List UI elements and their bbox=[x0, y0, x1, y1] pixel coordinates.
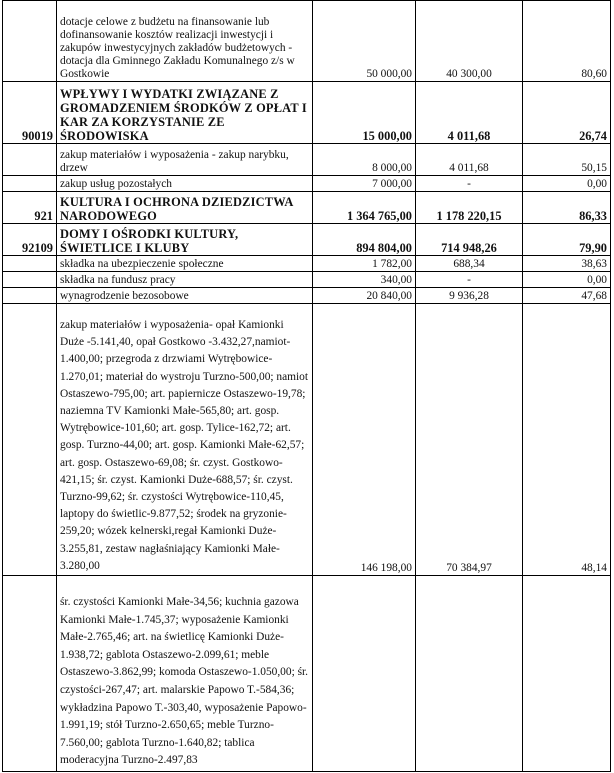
row-code bbox=[3, 272, 57, 288]
row-code: 921 bbox=[3, 192, 57, 224]
row-execution: 4 011,68 bbox=[416, 144, 523, 176]
row-description: WPŁYWY I WYDATKI ZWIĄZANE Z GROMADZENIEM ŚRODKÓW Z OPŁAT I KAR ZA KORZYSTANIE ZE ŚRODOWISKA bbox=[57, 82, 313, 144]
table-row bbox=[3, 82, 611, 144]
row-execution: 714 948,26 bbox=[416, 224, 523, 256]
table-row bbox=[3, 272, 611, 288]
row-execution: 1 178 220,15 bbox=[416, 192, 523, 224]
row-code bbox=[3, 1, 57, 82]
row-plan: 7 000,00 bbox=[313, 176, 416, 192]
row-percent: 50,15 bbox=[523, 144, 611, 176]
row-plan: 8 000,00 bbox=[313, 144, 416, 176]
row-percent: 48,14 bbox=[523, 304, 611, 576]
table-row bbox=[3, 224, 611, 256]
row-plan: 50 000,00 bbox=[313, 1, 416, 82]
row-execution: 4 011,68 bbox=[416, 82, 523, 144]
row-description: KULTURA I OCHRONA DZIEDZICTWA NARODOWEGO bbox=[57, 192, 313, 224]
row-description: DOMY I OŚRODKI KULTURY, ŚWIETLICE I KLUBY bbox=[57, 224, 313, 256]
row-code bbox=[3, 288, 57, 304]
row-description: śr. czystości Kamionki Małe-34,56; kuchnia gazowa Kamionki Małe-1.745,37; wyposażenie Kamionki Małe-2.765,46; art. na świetlicę Kamionki Duże-1.938,72; gablota Ostaszewo-2.099,61; meble Ostaszewo-3.862,99; komoda Ostaszewo-1.050,00; śr. czystości-267,47; art. malarskie Papowo T.-584,36; wykładzina Papowo T.-303,40, wyposażenie Papowo-1.991,19; stół Turzno-2.650,65; meble Turzno-7.560,00; gablota Turzno-1.640,82; tablica moderacyjna Turzno-2.497,83 bbox=[57, 576, 313, 772]
row-percent: 80,60 bbox=[523, 1, 611, 82]
row-percent: 0,00 bbox=[523, 176, 611, 192]
row-execution: 70 384,97 bbox=[416, 304, 523, 576]
row-percent bbox=[523, 576, 611, 772]
row-plan: 146 198,00 bbox=[313, 304, 416, 576]
row-percent: 26,74 bbox=[523, 82, 611, 144]
row-execution: - bbox=[416, 176, 523, 192]
row-code bbox=[3, 576, 57, 772]
row-description: zakup materiałów i wyposażenia - zakup narybku, drzew bbox=[57, 144, 313, 176]
row-plan: 1 364 765,00 bbox=[313, 192, 416, 224]
row-plan: 1 782,00 bbox=[313, 256, 416, 272]
row-percent: 79,90 bbox=[523, 224, 611, 256]
row-description: składka na fundusz pracy bbox=[57, 272, 313, 288]
row-plan: 15 000,00 bbox=[313, 82, 416, 144]
row-execution: - bbox=[416, 272, 523, 288]
budget-table bbox=[2, 0, 611, 772]
budget-document bbox=[2, 0, 610, 772]
row-description: zakup usług pozostałych bbox=[57, 176, 313, 192]
row-plan: 894 804,00 bbox=[313, 224, 416, 256]
row-percent: 0,00 bbox=[523, 272, 611, 288]
table-row bbox=[3, 192, 611, 224]
row-description: wynagrodzenie bezosobowe bbox=[57, 288, 313, 304]
table-row bbox=[3, 256, 611, 272]
table-row bbox=[3, 288, 611, 304]
row-code: 92109 bbox=[3, 224, 57, 256]
row-code bbox=[3, 144, 57, 176]
table-row bbox=[3, 176, 611, 192]
table-row bbox=[3, 1, 611, 82]
row-code: 90019 bbox=[3, 82, 57, 144]
row-description: zakup materiałów i wyposażenia- opał Kamionki Duże -5.141,40, opał Gostkowo -3.432,27,namiot-1.400,00; przegroda z drzwiami Wytrębowice-1.270,01; materiał do wystroju Turzno-500,00; namiot Ostaszewo-795,00; art. papiernicze Ostaszewo-19,78; naziemna TV Kamionki Małe-565,80; art. gosp. Wytrębowice-101,60; art. gosp. Tylice-162,72; art. gosp. Turzno-44,00; art. gosp. Kamionki Małe-62,57; art. gosp. Ostaszewo-69,08; śr. czyst. Gostkowo-421,15; śr. czyst. Kamionki Duże-688,57; śr. czyst. Turzno-99,62; śr. czystości Wytrębowice-110,45, laptopy do świetlic-9.877,52; środek na gryzonie-259,20; wózek kelnerski,regał Kamionki Duże-3.255,81, zestaw nagłaśniający Kamionki Małe-3.280,00 bbox=[57, 304, 313, 576]
table-row bbox=[3, 304, 611, 576]
row-description: składka na ubezpieczenie społeczne bbox=[57, 256, 313, 272]
row-description: dotacje celowe z budżetu na finansowanie lub dofinansowanie kosztów realizacji inwestycji i zakupów inwestycyjnych zakładów budżetowych - dotacja dla Gminnego Zakładu Komunalnego z/s w Gostkowie bbox=[57, 1, 313, 82]
row-execution: 688,34 bbox=[416, 256, 523, 272]
row-percent: 47,68 bbox=[523, 288, 611, 304]
row-execution bbox=[416, 576, 523, 772]
row-plan bbox=[313, 576, 416, 772]
table-row bbox=[3, 144, 611, 176]
row-code bbox=[3, 176, 57, 192]
row-execution: 40 300,00 bbox=[416, 1, 523, 82]
row-percent: 38,63 bbox=[523, 256, 611, 272]
row-plan: 340,00 bbox=[313, 272, 416, 288]
row-plan: 20 840,00 bbox=[313, 288, 416, 304]
row-percent: 86,33 bbox=[523, 192, 611, 224]
row-execution: 9 936,28 bbox=[416, 288, 523, 304]
row-code bbox=[3, 304, 57, 576]
row-code bbox=[3, 256, 57, 272]
table-row bbox=[3, 576, 611, 772]
